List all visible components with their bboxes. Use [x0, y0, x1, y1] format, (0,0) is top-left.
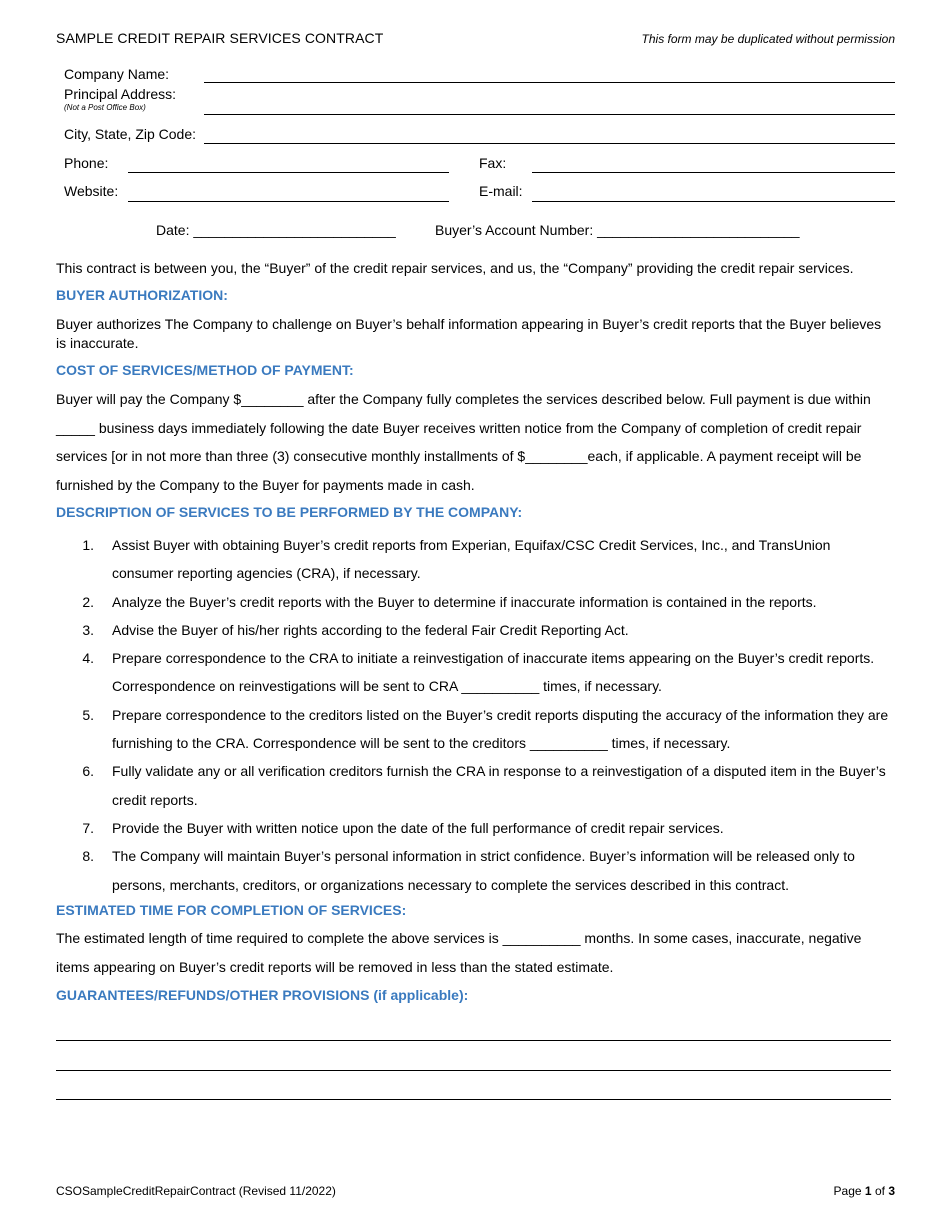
list-item [56, 814, 895, 842]
guarantees-line-1[interactable] [56, 1040, 891, 1041]
list-item-number: 6. [82, 763, 94, 780]
estimated-time-text: The estimated length of time required to complete the above services is __________ months. In some cases, inaccurate, negative items appearing on Buyer’s credit reports will be removed in less than the stated estimate. [56, 930, 862, 975]
guarantees-heading: GUARANTEES/REFUNDS/OTHER PROVISIONS (if applicable): [56, 987, 469, 1003]
contract-page [56, 0, 895, 1226]
guarantees-line-3[interactable] [56, 1099, 891, 1100]
principal-address-label-group [64, 86, 176, 112]
list-item [56, 644, 895, 701]
list-item-number: 4. [82, 650, 94, 667]
cost-of-services-text: Buyer will pay the Company $________ after the Company fully completes the services described below. Full payment is due within _____ business days immediately following the date Buyer receives written notice from the Company of completion of credit repair services [or in not more than three (3) consecutive monthly installments of $________each, if applicable. A payment receipt will be furnished by the Company to the Buyer for payments made in cash. [56, 391, 871, 493]
list-item-number: 1. [82, 537, 94, 553]
page-number-prefix: Page [833, 1184, 862, 1198]
description-of-services-heading: DESCRIPTION OF SERVICES TO BE PERFORMED BY THE COMPANY: [56, 504, 523, 520]
form-identifier: CSOSampleCreditRepairContract (Revised 11/2022) [56, 1184, 336, 1198]
list-item-number: 2. [82, 593, 94, 610]
city-state-zip-field[interactable] [204, 143, 895, 144]
contract-intro: This contract is between you, the “Buyer” of the credit repair services, and us, the “Company” providing the credit repair services. [56, 260, 854, 276]
list-item-number: 7. [82, 819, 94, 836]
cost-of-services-heading: COST OF SERVICES/METHOD OF PAYMENT: [56, 362, 354, 378]
email-label: E-mail: [479, 183, 523, 199]
list-item-text: Assist Buyer with obtaining Buyer’s credit reports from Experian, Equifax/CSC Credit Services, Inc., and TransUnion consumer reporting agencies (CRA), if necessary. [112, 537, 831, 582]
list-item-number: 5. [82, 706, 94, 723]
duplication-note: This form may be duplicated without permission [641, 32, 895, 46]
list-item-text: Provide the Buyer with written notice upon the date of the full performance of credit repair services. [112, 819, 724, 836]
fax-field[interactable] [532, 172, 895, 173]
principal-address-label: Principal Address: [64, 86, 177, 102]
page-number [834, 1184, 895, 1198]
services-list [56, 531, 895, 899]
list-item [56, 531, 895, 588]
principal-address-field[interactable] [204, 114, 895, 115]
estimated-time-heading: ESTIMATED TIME FOR COMPLETION OF SERVICES: [56, 902, 407, 918]
list-item-text: Prepare correspondence to the creditors listed on the Buyer’s credit reports disputing the accuracy of the information they are furnishing to the CRA. Correspondence will be sent to the creditors __________ times, if necessary. [112, 706, 889, 752]
list-item-text: Prepare correspondence to the CRA to initiate a reinvestigation of inaccurate items appearing on the Buyer’s credit reports. Correspondence on reinvestigations will be sent to CRA __________ times, if necessary. [112, 650, 875, 695]
buyer-authorization-heading: BUYER AUTHORIZATION: [56, 287, 228, 303]
page-number-current: 1 [864, 1184, 872, 1198]
list-item-text: Advise the Buyer of his/her rights according to the federal Fair Credit Reporting Act. [112, 621, 629, 638]
website-label: Website: [64, 183, 119, 199]
company-name-label: Company Name: [64, 66, 170, 82]
list-item [56, 588, 895, 616]
buyer-account-number-field[interactable]: Buyer’s Account Number: __________________________ [435, 222, 800, 238]
website-field[interactable] [128, 201, 449, 202]
list-item [56, 616, 895, 644]
fax-label: Fax: [479, 155, 507, 171]
page-header [56, 30, 895, 46]
list-item-number: 3. [82, 621, 94, 638]
email-field[interactable] [532, 201, 895, 202]
phone-field[interactable] [128, 172, 449, 173]
list-item [56, 757, 895, 814]
page-footer [56, 1184, 895, 1198]
city-state-zip-label: City, State, Zip Code: [64, 126, 197, 142]
list-item-text: Fully validate any or all verification creditors furnish the CRA in response to a reinvestigation of a disputed item in the Buyer’s credit reports. [112, 763, 886, 808]
list-item-number: 8. [82, 848, 94, 865]
buyer-authorization-text: Buyer authorizes The Company to challenge on Buyer’s behalf information appearing in Buyer’s credit reports that the Buyer believes is inaccurate. [56, 316, 882, 351]
list-item [56, 842, 895, 899]
page-number-of: of [874, 1184, 885, 1198]
page-number-total: 3 [888, 1184, 895, 1198]
document-title: SAMPLE CREDIT REPAIR SERVICES CONTRACT [56, 30, 384, 46]
phone-label: Phone: [64, 155, 109, 171]
date-field[interactable]: Date: __________________________ [156, 222, 396, 238]
list-item-text: The Company will maintain Buyer’s personal information in strict confidence. Buyer’s information will be released only to persons, merchants, creditors, or organizations necessary to complete the services described in this contract. [112, 848, 855, 893]
guarantees-line-2[interactable] [56, 1070, 891, 1071]
list-item [56, 701, 895, 758]
list-item-text: Analyze the Buyer’s credit reports with the Buyer to determine if inaccurate information is contained in the reports. [112, 593, 817, 610]
company-name-field[interactable] [204, 82, 895, 83]
principal-address-sublabel: (Not a Post Office Box) [64, 103, 146, 112]
